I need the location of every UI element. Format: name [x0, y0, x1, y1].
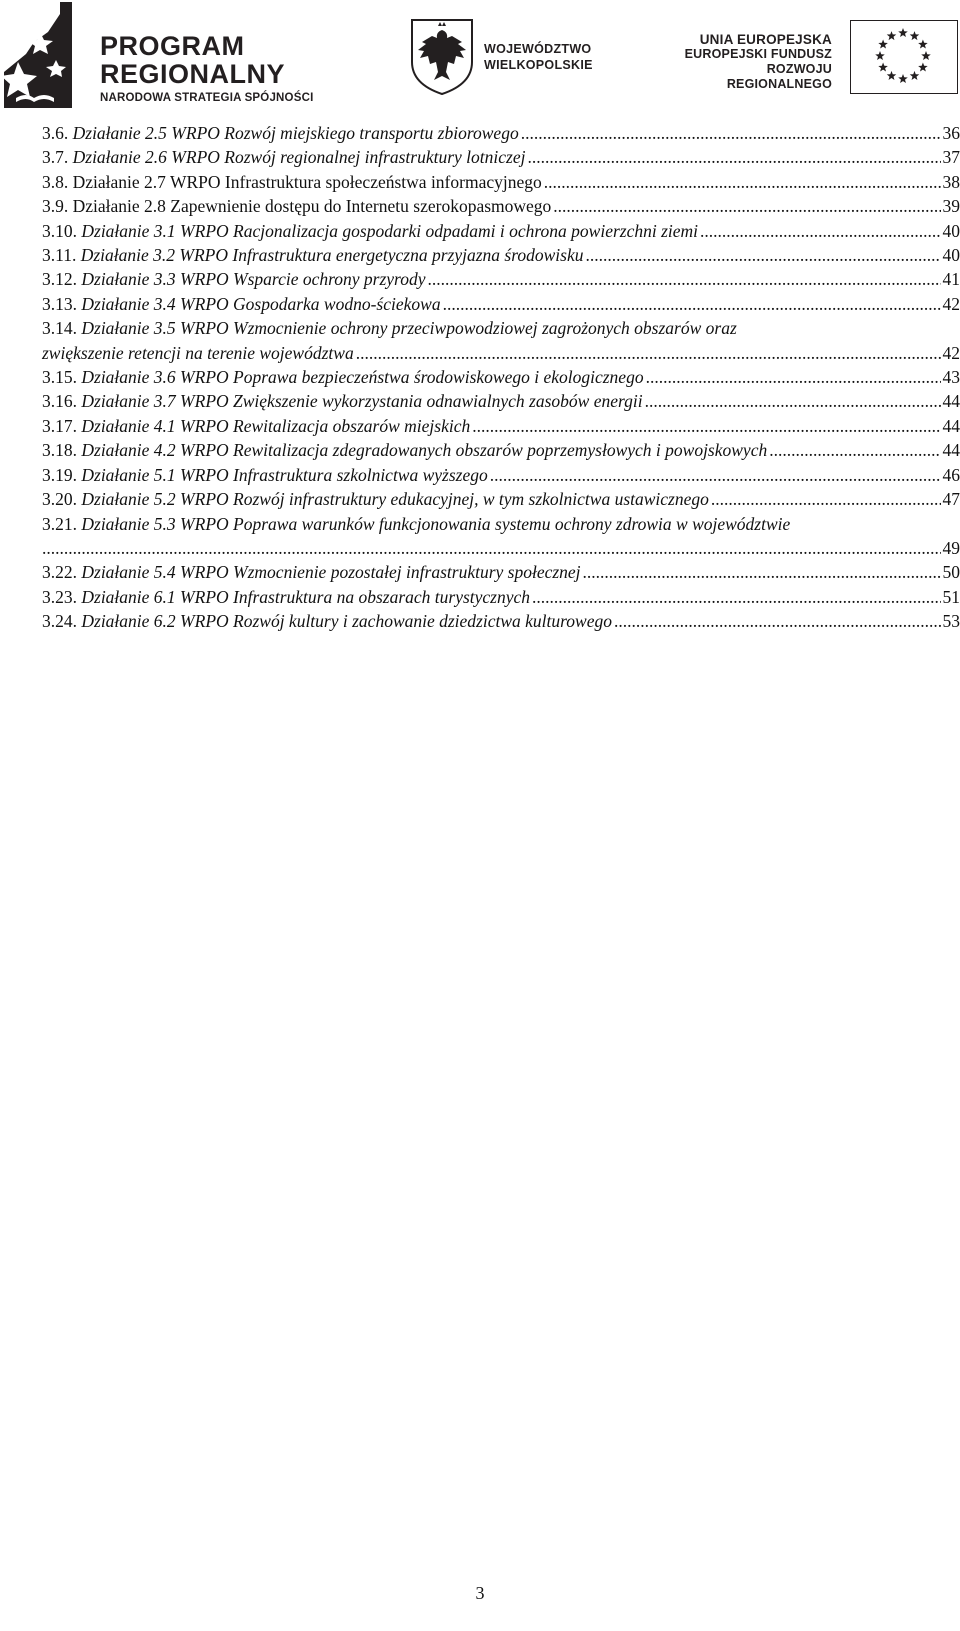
eagle-coat-of-arms-icon — [408, 18, 476, 96]
toc-entry-title: Działanie 5.2 WRPO Rozwój infrastruktury edukacyjnej, w tym szkolnictwa ustawicznego — [81, 489, 709, 510]
toc-entry-page: 44 — [942, 440, 960, 461]
toc-entry-3-6[interactable] — [42, 121, 960, 145]
toc-entry-page: 50 — [942, 562, 960, 583]
page-number: 3 — [475, 1583, 485, 1603]
toc-entry-title: Działanie 5.1 WRPO Infrastruktura szkolnictwa wyższego — [81, 464, 488, 485]
toc-leader-dots — [614, 609, 941, 633]
toc-entry-page: 38 — [942, 171, 960, 192]
eu-star-icon — [887, 31, 897, 40]
toc-entry-3-22[interactable] — [42, 560, 960, 584]
toc-entry-number: 3.21. — [42, 513, 77, 534]
toc-leader-dots — [443, 292, 941, 316]
toc-entry-title: Działanie 3.7 WRPO Zwiększenie wykorzystania odnawialnych zasobów energii — [81, 391, 643, 412]
toc-entry-3-23[interactable] — [42, 585, 960, 609]
toc-entry-3-20[interactable] — [42, 487, 960, 511]
toc-entry-number: 3.11. — [42, 245, 77, 266]
toc-entry-page: 53 — [942, 611, 960, 632]
eu-star-icon — [921, 51, 931, 60]
table-of-contents — [42, 121, 960, 634]
toc-entry-title: Działanie 3.4 WRPO Gospodarka wodno-ściekowa — [81, 293, 441, 314]
wojewodztwo-logo — [408, 18, 608, 98]
toc-leader-dots — [527, 145, 940, 169]
toc-leader-dots — [356, 341, 941, 365]
toc-entry-title: Działanie 4.1 WRPO Rewitalizacja obszarów miejskich — [81, 415, 471, 436]
toc-entry-number: 3.13. — [42, 293, 77, 314]
eu-star-icon — [898, 74, 908, 83]
toc-entry-3-24[interactable] — [42, 609, 960, 633]
eu-flag-icon — [850, 20, 958, 94]
toc-entry-3-11[interactable] — [42, 243, 960, 267]
toc-leader-dots — [711, 487, 941, 511]
toc-entry-3-8[interactable] — [42, 170, 960, 194]
toc-leader-dots — [544, 170, 941, 194]
toc-leader-dots — [532, 585, 940, 609]
toc-entry-number: 3.15. — [42, 367, 77, 388]
eu-star-icon — [910, 31, 920, 40]
toc-entry-page: 40 — [942, 220, 960, 241]
toc-entry-page: 36 — [942, 123, 960, 143]
toc-entry-3-12[interactable] — [42, 267, 960, 291]
toc-entry-number: 3.9. — [42, 196, 69, 217]
wojewodztwo-logo-line1: WOJEWÓDZTWO — [484, 42, 592, 56]
toc-leader-dots — [553, 194, 940, 218]
toc-entry-3-19[interactable] — [42, 463, 960, 487]
toc-entry-title: Działanie 3.1 WRPO Racjonalizacja gospodarki odpadami i ochrona powierzchni ziemi — [81, 220, 699, 241]
eu-star-icon — [878, 40, 888, 49]
toc-leader-dots — [700, 219, 940, 243]
toc-entry-3-13[interactable] — [42, 292, 960, 316]
toc-entry-number: 3.24. — [42, 611, 77, 632]
toc-leader-dots — [586, 243, 941, 267]
toc-entry-3-7[interactable] — [42, 145, 960, 169]
toc-entry-title: Działanie 3.2 WRPO Infrastruktura energetyczna przyjazna środowisku — [80, 245, 584, 266]
toc-entry-number: 3.18. — [42, 440, 77, 461]
toc-entry-3-21[interactable] — [42, 512, 960, 561]
program-logo-line3: NARODOWA STRATEGIA SPÓJNOŚCI — [100, 92, 314, 104]
toc-entry-page: 46 — [942, 464, 960, 485]
toc-entry-number: 3.6. — [42, 123, 69, 143]
toc-entry-page: 47 — [942, 489, 960, 510]
toc-leader-dots — [769, 438, 940, 462]
program-regionalny-logo — [4, 2, 339, 110]
toc-entry-number: 3.23. — [42, 586, 77, 607]
eu-star-icon — [878, 63, 888, 72]
toc-entry-title-line1: Działanie 3.5 WRPO Wzmocnienie ochrony przeciwpowodziowej zagrożonych obszarów oraz — [81, 318, 737, 339]
toc-entry-3-14[interactable] — [42, 316, 960, 365]
program-logo-line1: PROGRAM — [100, 31, 245, 61]
toc-entry-page: 49 — [942, 537, 960, 558]
toc-entry-title: Działanie 3.3 WRPO Wsparcie ochrony przyrody — [81, 269, 426, 290]
eu-logo-line1: UNIA EUROPEJSKA — [699, 32, 832, 47]
toc-entry-number: 3.8. — [42, 171, 69, 192]
toc-leader-dots — [646, 365, 941, 389]
eu-star-icon — [918, 40, 928, 49]
toc-leader-dots — [645, 389, 941, 413]
eu-star-icon — [898, 28, 908, 37]
eu-logo-line2: EUROPEJSKI FUNDUSZ — [684, 47, 832, 61]
toc-entry-page: 37 — [942, 147, 960, 168]
toc-entry-title: Działanie 2.5 WRPO Rozwój miejskiego transportu zbiorowego — [72, 123, 519, 143]
toc-entry-page: 41 — [942, 269, 960, 290]
toc-leader-dots — [521, 121, 941, 145]
eu-fund-logo — [658, 20, 960, 98]
toc-leader-dots — [472, 414, 940, 438]
eu-star-icon — [910, 71, 920, 80]
toc-entry-3-17[interactable] — [42, 414, 960, 438]
toc-entry-number: 3.19. — [42, 464, 77, 485]
toc-entry-number: 3.17. — [42, 415, 77, 436]
toc-entry-page: 44 — [942, 391, 960, 412]
wojewodztwo-logo-line2: WIELKOPOLSKIE — [484, 58, 593, 72]
eu-logo-line3: ROZWOJU REGIONALNEGO — [726, 62, 832, 91]
toc-entry-title: Działanie 2.8 Zapewnienie dostępu do Internetu szerokopasmowego — [72, 196, 552, 217]
toc-entry-page: 42 — [942, 293, 960, 314]
toc-entry-title: Działanie 4.2 WRPO Rewitalizacja zdegradowanych obszarów poprzemysłowych i powojskowych — [81, 440, 768, 461]
toc-entry-number: 3.16. — [42, 391, 77, 412]
toc-entry-page: 40 — [942, 245, 960, 266]
toc-entry-title-line1: Działanie 5.3 WRPO Poprawa warunków funkcjonowania systemu ochrony zdrowia w województwie — [81, 513, 791, 534]
toc-entry-title: Działanie 6.2 WRPO Rozwój kultury i zachowanie dziedzictwa kulturowego — [81, 611, 612, 632]
toc-entry-3-15[interactable] — [42, 365, 960, 389]
toc-entry-3-10[interactable] — [42, 219, 960, 243]
toc-entry-number: 3.7. — [42, 147, 69, 168]
toc-entry-number: 3.22. — [42, 562, 77, 583]
toc-entry-3-9[interactable] — [42, 194, 960, 218]
toc-entry-number: 3.14. — [42, 318, 77, 339]
eu-star-icon — [918, 63, 928, 72]
toc-entry-page: 42 — [942, 342, 960, 363]
toc-entry-title: Działanie 2.7 WRPO Infrastruktura społeczeństwa informacyjnego — [72, 171, 542, 192]
toc-entry-page: 51 — [942, 586, 960, 607]
program-logo-line2: REGIONALNY — [100, 59, 286, 89]
toc-leader-dots — [42, 536, 941, 560]
program-regionalny-emblem-icon — [4, 2, 100, 110]
eu-star-icon — [875, 51, 885, 60]
eu-star-icon — [887, 71, 897, 80]
toc-entry-title: Działanie 6.1 WRPO Infrastruktura na obszarach turystycznych — [81, 586, 531, 607]
toc-entry-page: 44 — [942, 415, 960, 436]
toc-entry-number: 3.12. — [42, 269, 77, 290]
toc-entry-title-line2: zwiększenie retencji na terenie województwa — [42, 342, 354, 363]
toc-entry-3-16[interactable] — [42, 389, 960, 413]
toc-entry-title: Działanie 5.4 WRPO Wzmocnienie pozostałej infrastruktury społecznej — [81, 562, 581, 583]
toc-entry-page: 39 — [942, 196, 960, 217]
page-header — [0, 0, 960, 110]
toc-leader-dots — [583, 560, 941, 584]
toc-entry-number: 3.20. — [42, 489, 77, 510]
toc-entry-title: Działanie 3.6 WRPO Poprawa bezpieczeństwa środowiskowego i ekologicznego — [81, 367, 644, 388]
toc-leader-dots — [427, 267, 940, 291]
toc-entry-3-18[interactable] — [42, 438, 960, 462]
toc-entry-number: 3.10. — [42, 220, 77, 241]
toc-leader-dots — [490, 463, 941, 487]
toc-entry-page: 43 — [942, 367, 960, 388]
toc-entry-title: Działanie 2.6 WRPO Rozwój regionalnej infrastruktury lotniczej — [72, 147, 526, 168]
